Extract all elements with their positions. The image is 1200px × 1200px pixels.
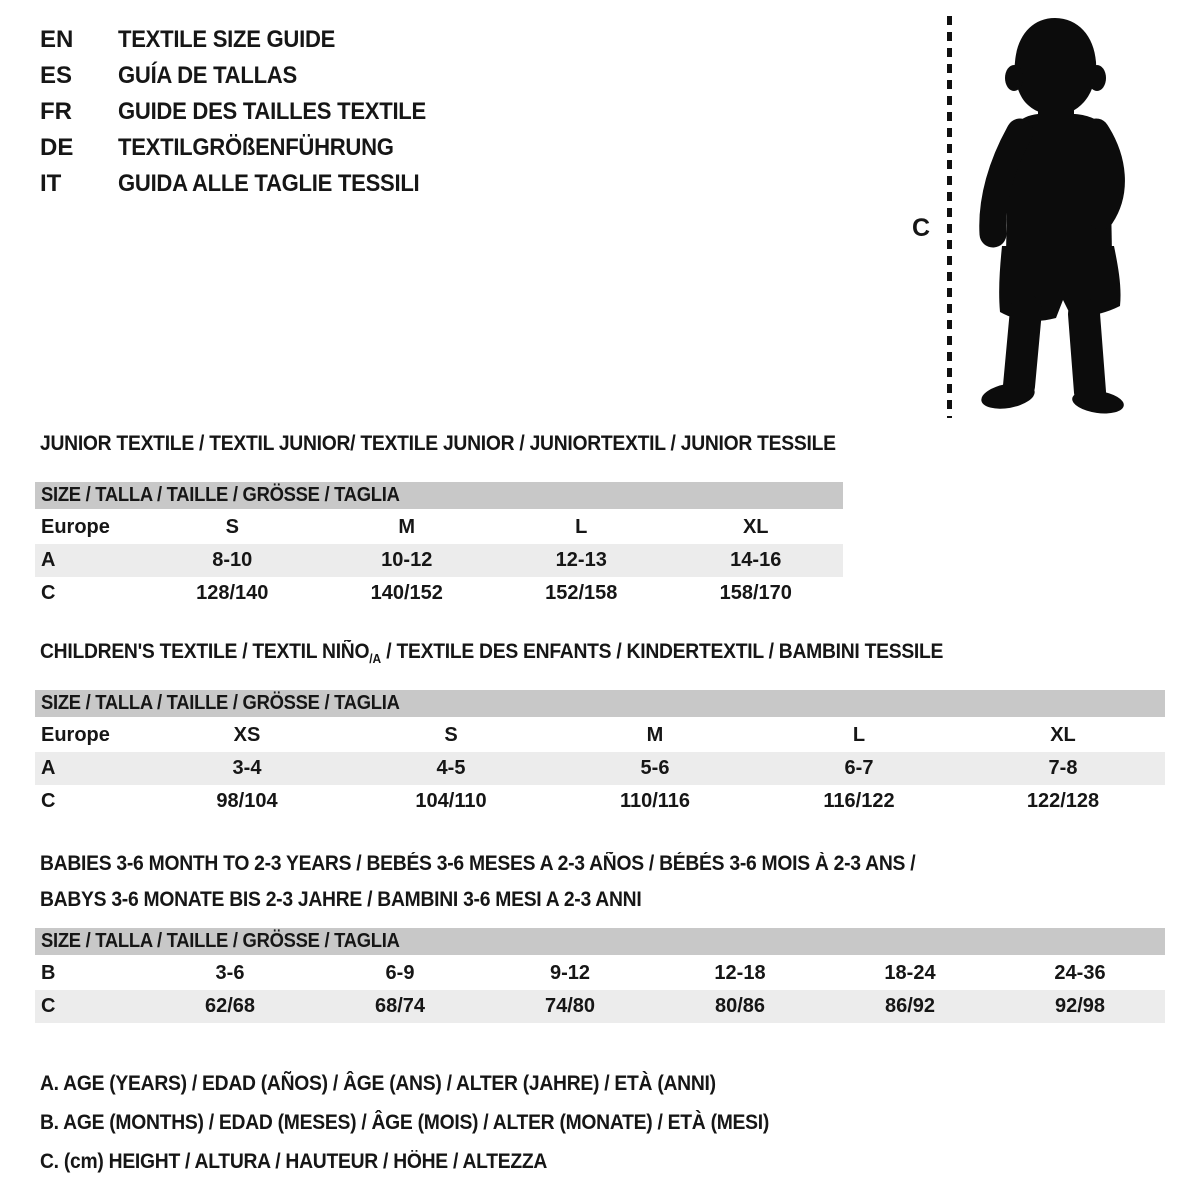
babies-row-months-label: B xyxy=(41,962,56,984)
junior-row-age xyxy=(35,544,843,577)
footnote-height-cm: C. (cm) HEIGHT / ALTURA / HAUTEUR / HÖHE / ALTEZZA xyxy=(40,1150,548,1173)
lang-code-fr: FR xyxy=(40,98,72,125)
babies-height-value: 68/74 xyxy=(374,995,426,1017)
babies-size-table xyxy=(35,928,1165,1023)
lang-title-fr: GUIDE DES TAILLES TEXTILE xyxy=(118,98,426,125)
children-size-xs: XS xyxy=(233,724,261,746)
babies-heading-line2: BABYS 3-6 MONATE BIS 2-3 JAHRE / BAMBINI 3-6 MESI A 2-3 ANNI xyxy=(40,888,642,911)
footnote-age-years: A. AGE (YEARS) / EDAD (AÑOS) / ÂGE (ANS) / ALTER (JAHRE) / ETÀ (ANNI) xyxy=(40,1072,716,1095)
babies-heading-line1: BABIES 3-6 MONTH TO 2-3 YEARS / BEBÉS 3-6 MESES A 2-3 AÑOS / BÉBÉS 3-6 MOIS À 2-3 ANS / xyxy=(40,852,916,875)
lang-row-en xyxy=(40,22,453,58)
lang-row-it xyxy=(40,166,453,202)
junior-heading-text: JUNIOR TEXTILE / TEXTIL JUNIOR/ TEXTILE JUNIOR / JUNIORTEXTIL / JUNIOR TESSILE xyxy=(40,432,836,455)
lang-code-es: ES xyxy=(40,62,73,89)
children-size-bar xyxy=(35,690,1165,717)
children-heading-pre: CHILDREN'S TEXTILE / TEXTIL NIÑO xyxy=(40,640,370,663)
lang-row-de xyxy=(40,130,453,166)
babies-months-value: 3-6 xyxy=(215,962,245,984)
children-heading-text xyxy=(40,640,943,666)
babies-months-value: 18-24 xyxy=(884,962,936,984)
junior-age-value: 12-13 xyxy=(555,549,607,571)
lang-row-fr xyxy=(40,94,453,130)
children-size-bar-text: SIZE / TALLA / TAILLE / GRÖSSE / TAGLIA xyxy=(41,692,400,714)
babies-row-height-label: C xyxy=(41,995,56,1017)
lang-code-en: EN xyxy=(40,26,74,53)
children-height-value: 116/122 xyxy=(823,790,895,812)
babies-months-value: 12-18 xyxy=(714,962,766,984)
children-size-table xyxy=(35,690,1165,818)
babies-months-value: 24-36 xyxy=(1054,962,1106,984)
junior-age-value: 14-16 xyxy=(730,549,782,571)
lang-row-es xyxy=(40,58,453,94)
lang-code-de: DE xyxy=(40,134,74,161)
junior-size-m: M xyxy=(398,516,416,538)
junior-size-l: L xyxy=(575,516,588,538)
legend-footnotes xyxy=(40,1064,832,1181)
babies-height-value: 80/86 xyxy=(714,995,766,1017)
children-size-xl: XL xyxy=(1050,724,1076,746)
lang-title-es: GUÍA DE TALLAS xyxy=(118,62,297,89)
children-row-age-label: A xyxy=(41,757,56,779)
babies-months-value: 6-9 xyxy=(385,962,415,984)
children-row-height-label: C xyxy=(41,790,56,812)
language-title-list xyxy=(40,22,453,202)
junior-size-bar xyxy=(35,482,843,509)
lang-title-en: TEXTILE SIZE GUIDE xyxy=(118,26,336,53)
height-measure-label: C xyxy=(912,214,931,242)
junior-region-label: Europe xyxy=(41,516,110,538)
children-height-value: 122/128 xyxy=(1026,790,1100,812)
children-region-label: Europe xyxy=(41,724,110,746)
junior-size-table xyxy=(35,482,843,610)
junior-row-height xyxy=(35,577,843,610)
junior-section-heading xyxy=(40,432,905,456)
babies-height-value: 86/92 xyxy=(884,995,936,1017)
children-height-value: 110/116 xyxy=(619,790,691,812)
children-height-value: 104/110 xyxy=(415,790,487,812)
children-age-value: 3-4 xyxy=(232,757,262,779)
junior-age-value: 10-12 xyxy=(381,549,433,571)
babies-row-months xyxy=(35,957,1165,990)
babies-size-bar xyxy=(35,928,1165,955)
junior-row-age-label: A xyxy=(41,549,56,571)
children-row-age xyxy=(35,752,1165,785)
junior-size-s: S xyxy=(225,516,239,538)
children-heading-post: / TEXTILE DES ENFANTS / KINDERTEXTIL / BAMBINI TESSILE xyxy=(381,640,944,663)
junior-height-value: 128/140 xyxy=(196,582,269,604)
lang-code-it: IT xyxy=(40,170,62,197)
junior-row-height-label: C xyxy=(41,582,56,604)
children-section-heading xyxy=(40,640,1022,666)
children-header-row xyxy=(35,719,1165,752)
lang-title-de: TEXTILGRÖßENFÜHRUNG xyxy=(118,134,394,161)
children-height-value: 98/104 xyxy=(216,790,278,812)
toddler-silhouette xyxy=(960,14,1140,418)
children-age-value: 7-8 xyxy=(1048,757,1078,779)
children-heading-subscript: /A xyxy=(369,651,382,666)
children-age-value: 5-6 xyxy=(640,757,670,779)
children-size-l: L xyxy=(852,724,866,746)
children-age-value: 4-5 xyxy=(436,757,466,779)
babies-height-value: 74/80 xyxy=(544,995,596,1017)
babies-section-heading xyxy=(40,846,991,918)
babies-height-value: 62/68 xyxy=(204,995,256,1017)
junior-size-bar-text: SIZE / TALLA / TAILLE / GRÖSSE / TAGLIA xyxy=(41,484,400,506)
junior-size-xl: XL xyxy=(742,516,769,538)
height-measure-dashed-line xyxy=(947,16,952,418)
junior-height-value: 158/170 xyxy=(719,582,792,604)
children-age-value: 6-7 xyxy=(844,757,874,779)
babies-height-value: 92/98 xyxy=(1054,995,1106,1017)
junior-age-value: 8-10 xyxy=(212,549,253,571)
children-size-s: S xyxy=(444,724,458,746)
babies-months-value: 9-12 xyxy=(549,962,591,984)
junior-header-row xyxy=(35,511,843,544)
babies-row-height xyxy=(35,990,1165,1023)
footnote-age-months: B. AGE (MONTHS) / EDAD (MESES) / ÂGE (MOIS) / ALTER (MONATE) / ETÀ (MESI) xyxy=(40,1111,770,1134)
babies-size-bar-text: SIZE / TALLA / TAILLE / GRÖSSE / TAGLIA xyxy=(41,930,400,952)
junior-height-value: 140/152 xyxy=(370,582,443,604)
lang-title-it: GUIDA ALLE TAGLIE TESSILI xyxy=(118,170,420,197)
children-size-m: M xyxy=(646,724,664,746)
children-row-height xyxy=(35,785,1165,818)
junior-height-value: 152/158 xyxy=(545,582,618,604)
